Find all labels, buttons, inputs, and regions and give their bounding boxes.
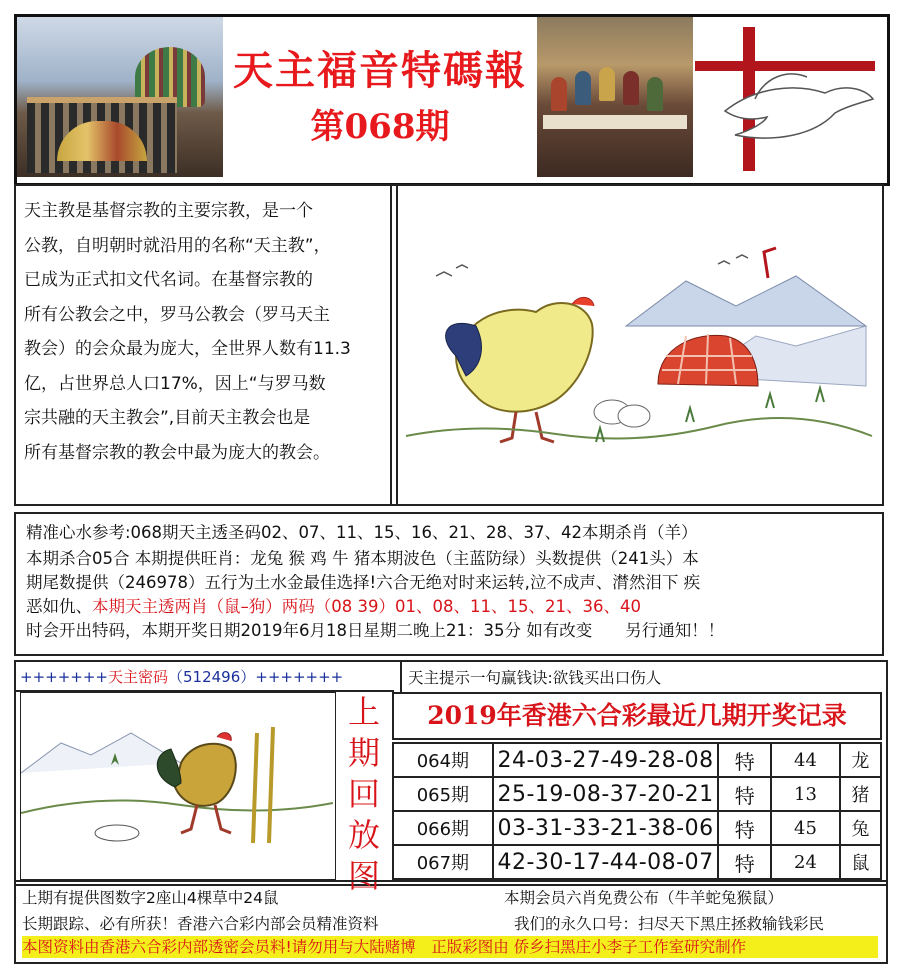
replay-char: 图 bbox=[347, 857, 380, 895]
divider bbox=[400, 662, 402, 692]
tips-line: 时会开出特码，本期开奖日期2019年6月18日星期二晚上21：35分 如有改变 另行通知！！ bbox=[26, 621, 725, 640]
intro-line: 天主教是基督宗教的主要宗教，是一个 bbox=[24, 201, 313, 221]
intro-line: 亿，占世界总人口17%，因上“与罗马数 bbox=[24, 373, 326, 394]
secret-code-line bbox=[20, 666, 394, 688]
records-title: 2019年香港六合彩最近几期开奖记录 bbox=[392, 692, 882, 740]
figure-shape bbox=[623, 71, 639, 105]
records-table bbox=[392, 742, 882, 880]
numbers-cell: 03-31-33-21-38-06 bbox=[493, 811, 719, 845]
intro-line: 教会）的会众最为庞大，全世界人数有11.3 bbox=[24, 339, 351, 359]
replay-char: 上 bbox=[347, 693, 380, 731]
rooster-eggs-drawing bbox=[396, 186, 882, 504]
intro-line: 已成为正式扣文代名词。在基督宗教的 bbox=[24, 270, 313, 290]
last-issue-replay-label bbox=[338, 692, 390, 895]
tips-line bbox=[26, 596, 878, 618]
footer-banner: 本图资料由香港六合彩内部透密会员料!请勿用与大陆赌博 正版彩图由 侨乡扫黑庄小李子工作室研究制作 bbox=[22, 936, 878, 958]
issue-number: 第068期 bbox=[310, 107, 450, 147]
replay-char: 回 bbox=[347, 775, 380, 813]
table-row bbox=[393, 811, 881, 845]
table-row bbox=[393, 845, 881, 879]
figure-shape bbox=[575, 71, 591, 105]
zodiac-cell: 猪 bbox=[840, 777, 881, 811]
footer-left-line: 上期有提供图数字2座山4棵草中24鼠 bbox=[22, 889, 279, 907]
footer-right-line: 本期会员六肖免费公布（牛羊蛇兔猴鼠） bbox=[504, 889, 784, 907]
intro-line: 宗共融的天主教会”,目前天主教会也是 bbox=[24, 408, 311, 428]
footer bbox=[14, 880, 888, 964]
te-cell: 特 bbox=[718, 845, 771, 879]
tips-line: 期尾数提供（246978）五行为土水金最佳选择!六合无绝对时来运转,泣不成声、潸然泪下 疾 bbox=[26, 573, 701, 592]
draw-records bbox=[392, 692, 882, 880]
tips-line: 精准心水参考:068期天主透圣码02、07、11、15、16、21、28、37、42本期杀肖（羊） bbox=[26, 523, 698, 542]
code-label: 天主密码 bbox=[107, 668, 168, 686]
figure-shape bbox=[599, 67, 615, 101]
title-area bbox=[225, 17, 535, 177]
period-cell: 067期 bbox=[393, 845, 493, 879]
intro-line: 所有基督宗教的教会中最为庞大的教会。 bbox=[24, 442, 330, 463]
last-supper-painting bbox=[537, 17, 693, 177]
hint-line: 天主提示一句赢钱诀:欲钱买出口伤人 bbox=[408, 669, 662, 687]
tips-highlight: 本期天主透两肖（鼠–狗）两码（08 39）01、08、11、15、21、36、40 bbox=[92, 597, 641, 616]
period-cell: 066期 bbox=[393, 811, 493, 845]
page-title: 天主福音特碼報 bbox=[233, 48, 527, 94]
special-cell: 13 bbox=[771, 777, 839, 811]
dove-icon bbox=[695, 17, 881, 177]
numbers-cell: 24-03-27-49-28-08 bbox=[493, 743, 719, 777]
te-cell: 特 bbox=[718, 777, 771, 811]
church-photo bbox=[17, 17, 223, 177]
intro-line: 所有公教会之中，罗马公教会（罗马天主 bbox=[24, 304, 330, 325]
tips-panel bbox=[14, 512, 884, 656]
intro-text bbox=[24, 194, 386, 470]
intro-line: 公教，自明朝时就沿用的名称“天主教”， bbox=[24, 235, 331, 256]
table-shape bbox=[543, 115, 687, 129]
header bbox=[14, 14, 890, 186]
special-cell: 45 bbox=[771, 811, 839, 845]
footer-right-line: 我们的永久口号：扫尽天下黑庄拯救输钱彩民 bbox=[514, 915, 825, 933]
zodiac-cell: 龙 bbox=[840, 743, 881, 777]
numbers-cell: 25-19-08-37-20-21 bbox=[493, 777, 719, 811]
code-value: （512496） bbox=[168, 668, 256, 686]
period-cell: 065期 bbox=[393, 777, 493, 811]
special-cell: 44 bbox=[771, 743, 839, 777]
replay-char: 期 bbox=[347, 734, 380, 772]
figure-shape bbox=[647, 77, 663, 111]
code-suffix: +++++++ bbox=[255, 668, 344, 686]
figure-shape bbox=[551, 77, 567, 111]
zodiac-cell: 鼠 bbox=[840, 845, 881, 879]
replay-char: 放 bbox=[347, 816, 380, 854]
rooster-plate-drawing bbox=[21, 693, 333, 877]
table-row bbox=[393, 777, 881, 811]
numbers-cell: 42-30-17-44-08-07 bbox=[493, 845, 719, 879]
code-prefix: +++++++ bbox=[20, 668, 108, 686]
intro-panel bbox=[14, 184, 884, 506]
period-cell: 064期 bbox=[393, 743, 493, 777]
tips-line-part: 恶如仇、 bbox=[26, 597, 92, 616]
table-row bbox=[393, 743, 881, 777]
rooster-illustration bbox=[396, 186, 882, 504]
tips-line: 本期杀合05合 本期提供旺肖：龙兔 猴 鸡 牛 猪本期波色（主蓝防绿）头数提供（241头）本 bbox=[26, 549, 699, 568]
te-cell: 特 bbox=[718, 811, 771, 845]
te-cell: 特 bbox=[718, 743, 771, 777]
special-cell: 24 bbox=[771, 845, 839, 879]
footer-left-line: 长期跟踪、必有所获！香港六合彩内部会员精准资料 bbox=[22, 915, 379, 933]
zodiac-cell: 兔 bbox=[840, 811, 881, 845]
rooster-illustration bbox=[20, 692, 336, 880]
cross-dove-image bbox=[695, 17, 881, 177]
records-panel bbox=[14, 660, 888, 895]
